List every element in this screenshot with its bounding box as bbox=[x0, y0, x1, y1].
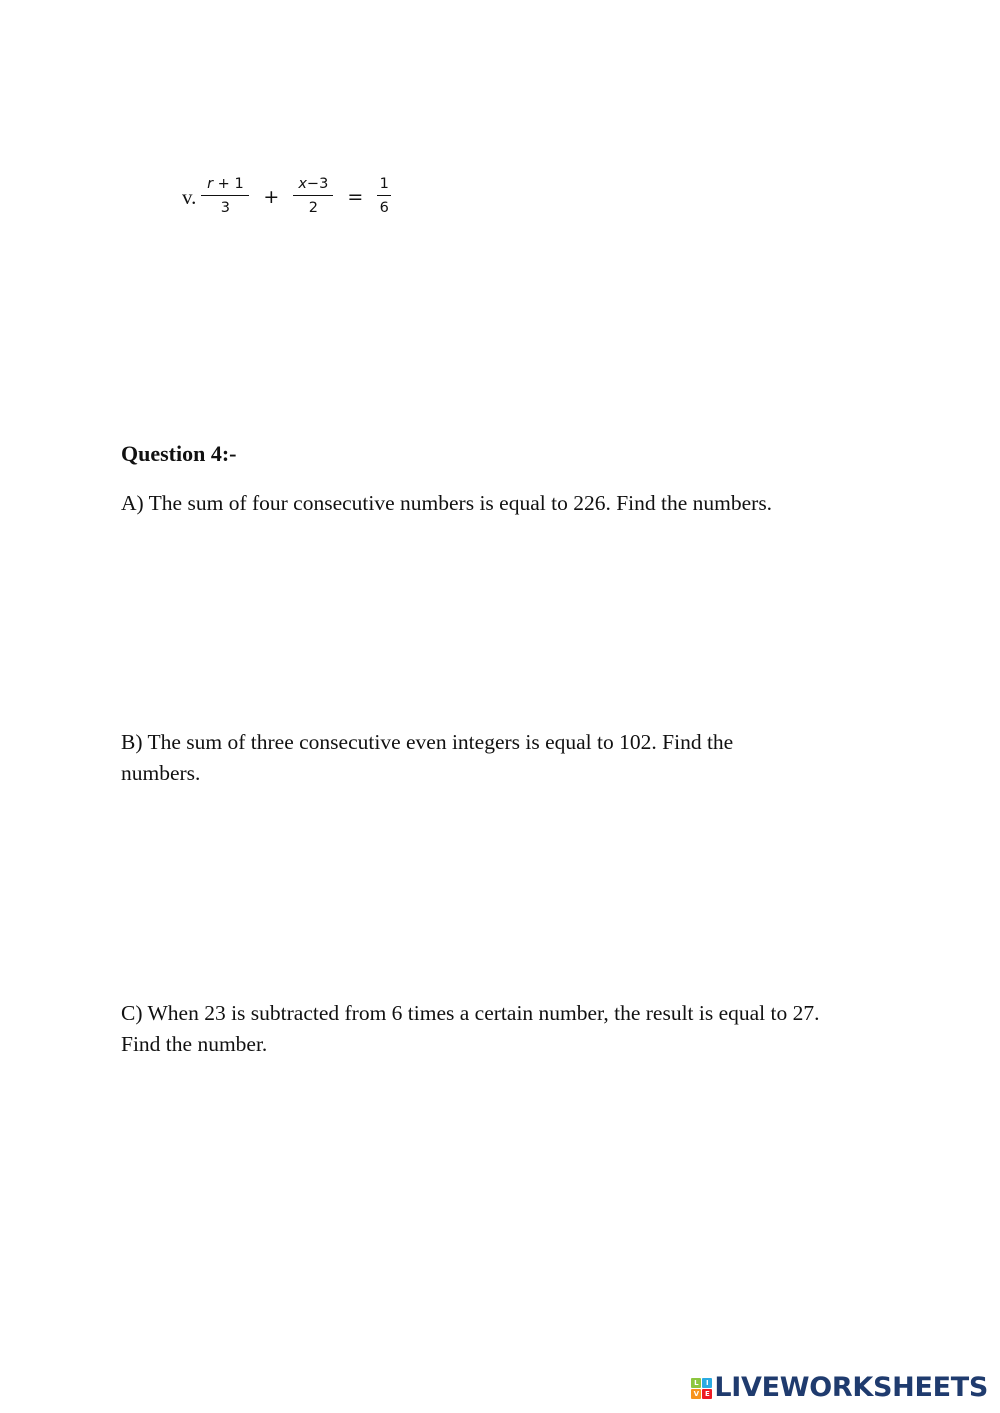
logo-mark-icon bbox=[691, 1378, 712, 1399]
logo-mark-letter: V bbox=[691, 1389, 701, 1399]
fraction-numerator: 1 bbox=[379, 175, 389, 192]
logo-mark-letter: I bbox=[702, 1378, 712, 1388]
equation-v bbox=[182, 168, 391, 224]
fraction-denominator: 6 bbox=[379, 200, 389, 216]
liveworksheets-logo bbox=[691, 1373, 988, 1403]
fraction-r-plus-1-over-3 bbox=[201, 177, 249, 216]
fraction-numerator: x−3 bbox=[298, 175, 329, 192]
fraction-x-minus-3-over-2 bbox=[293, 177, 333, 216]
logo-mark-letter: E bbox=[702, 1389, 712, 1399]
question-heading: Question 4:- bbox=[121, 441, 237, 466]
equals-operator: = bbox=[347, 186, 364, 208]
plus-operator: + bbox=[263, 186, 280, 208]
fraction-denominator: 2 bbox=[308, 200, 318, 216]
logo-text: LIVEWORKSHEETS bbox=[714, 1372, 988, 1403]
question-part-c: C) When 23 is subtracted from 6 times a certain number, the result is equal to 27. Find the number. bbox=[121, 1001, 820, 1056]
logo-mark-letter: L bbox=[691, 1378, 701, 1388]
question-part-a: A) The sum of four consecutive numbers is equal to 226. Find the numbers. bbox=[121, 491, 773, 515]
fraction-numerator: r + 1 bbox=[207, 175, 244, 192]
question-part-b: B) The sum of three consecutive even integers is equal to 102. Find the numbers. bbox=[121, 730, 734, 785]
equation-label: v. bbox=[182, 185, 197, 209]
fraction-1-over-6 bbox=[377, 177, 391, 216]
fraction-denominator: 3 bbox=[220, 200, 230, 216]
